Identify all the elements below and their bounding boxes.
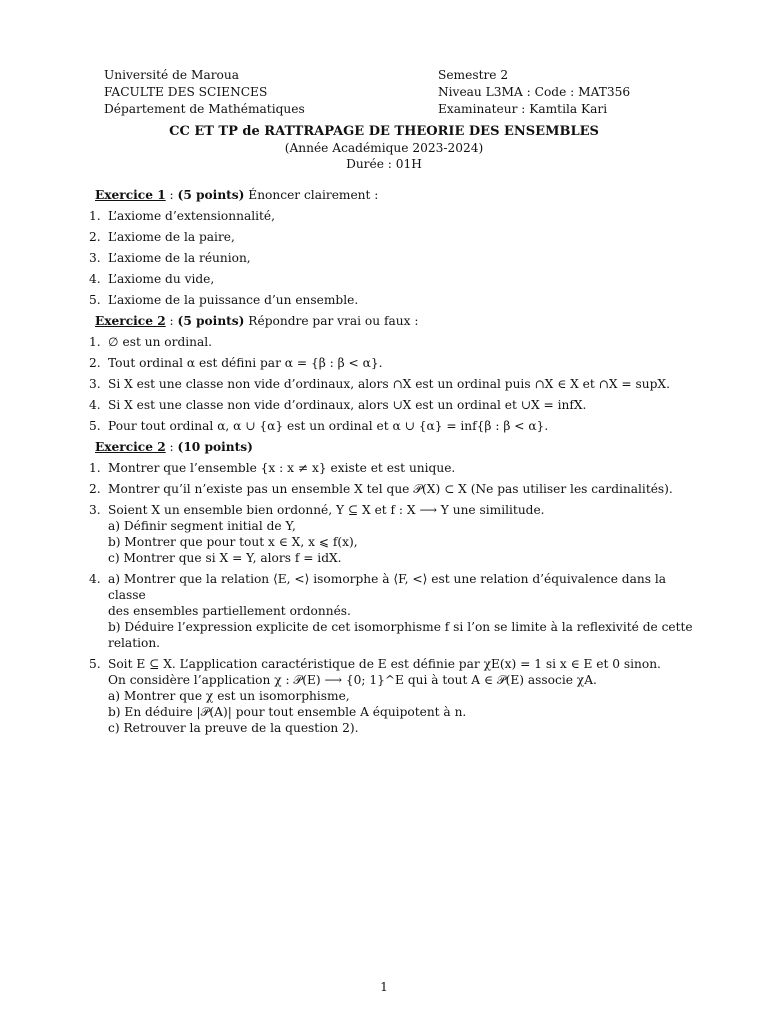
- question-item: [89, 292, 695, 308]
- exercise-separator: :: [165, 314, 178, 328]
- sub-question: c) Retrouver la preuve de la question 2).: [108, 721, 359, 735]
- question-body: [108, 502, 695, 566]
- question-text: L’axiome du vide,: [108, 272, 215, 286]
- exercise-header: [95, 187, 695, 203]
- question-item: [89, 208, 695, 224]
- question-number: 5.: [89, 293, 101, 307]
- level-code: Niveau L3MA : Code : MAT356: [438, 85, 631, 99]
- question-number: 4.: [89, 572, 101, 586]
- exercise-header: [95, 439, 695, 455]
- exercise-separator: :: [165, 188, 178, 202]
- question-number: 2.: [89, 482, 101, 496]
- sub-question: c) Montrer que si X = Y, alors f = idX.: [108, 551, 342, 565]
- question-number: 1.: [89, 335, 101, 349]
- question-number: 5.: [89, 419, 101, 433]
- question-number: 3.: [89, 503, 101, 517]
- question-item: [89, 418, 695, 434]
- question-item: [89, 571, 695, 651]
- exercise-separator: :: [165, 440, 178, 454]
- question-item: [89, 656, 695, 736]
- question-item: [89, 502, 695, 566]
- department-name: Département de Mathématiques: [104, 102, 305, 116]
- question-text: L’axiome d’extensionnalité,: [108, 209, 276, 223]
- title-block: [0, 124, 768, 172]
- question-text: On considère l’application χ : 𝒫(E) ⟶ {0; 1}^E qui à tout A ∈ 𝒫(E) associe χA.: [108, 673, 597, 687]
- question-text: relation.: [108, 636, 161, 650]
- question-text: Si X est une classe non vide d’ordinaux, alors ∩X est un ordinal puis ∩X ∈ X et ∩X = supX.: [108, 377, 670, 391]
- sub-question: a) Montrer que χ est un isomorphisme,: [108, 689, 350, 703]
- exercise-points: (5 points): [177, 188, 245, 202]
- question-text: Soient X un ensemble bien ordonné, Y ⊆ X et f : X ⟶ Y une similitude.: [108, 503, 545, 517]
- question-item: [89, 271, 695, 287]
- exercise-header: [95, 313, 695, 329]
- question-body: [108, 250, 695, 266]
- university-name: Université de Maroua: [104, 68, 239, 82]
- exercise-name: Exercice 2: [95, 440, 166, 454]
- exercise-questions: [89, 208, 695, 308]
- question-text: ∅ est un ordinal.: [108, 335, 213, 349]
- semester: Semestre 2: [438, 68, 509, 82]
- question-number: 5.: [89, 657, 101, 671]
- question-item: [89, 334, 695, 350]
- question-item: [89, 460, 695, 476]
- academic-year: (Année Académique 2023-2024): [284, 141, 484, 155]
- question-text: des ensembles partiellement ordonnés.: [108, 604, 351, 618]
- question-text: a) Montrer que la relation ⟨E, <⟩ isomorphe à ⟨F, <⟩ est une relation d’équivalence dans la classe: [108, 572, 667, 602]
- question-body: [108, 271, 695, 287]
- duration: Durée : 01H: [346, 157, 422, 171]
- question-number: 1.: [89, 209, 101, 223]
- question-number: 3.: [89, 377, 101, 391]
- question-item: [89, 355, 695, 371]
- sub-question: b) Montrer que pour tout x ∈ X, x ⩽ f(x),: [108, 535, 358, 549]
- question-number: 1.: [89, 461, 101, 475]
- question-number: 4.: [89, 272, 101, 286]
- question-item: [89, 229, 695, 245]
- question-number: 3.: [89, 251, 101, 265]
- question-body: [108, 481, 695, 497]
- page-number: 1: [380, 980, 388, 994]
- question-text: Montrer qu’il n’existe pas un ensemble X tel que 𝒫(X) ⊂ X (Ne pas utiliser les cardinalités).: [108, 482, 673, 496]
- question-text: Montrer que l’ensemble {x : x ≠ x} existe et est unique.: [108, 461, 456, 475]
- question-text: Pour tout ordinal α, α ∪ {α} est un ordinal et α ∪ {α} = inf{β : β < α}.: [108, 419, 549, 433]
- question-body: [108, 229, 695, 245]
- question-text: b) Déduire l’expression explicite de cet isomorphisme f si l’on se limite à la reflexivité de cette: [108, 620, 693, 634]
- question-number: 4.: [89, 398, 101, 412]
- question-body: [108, 292, 695, 308]
- question-text: Si X est une classe non vide d’ordinaux, alors ∪X est un ordinal et ∪X = infX.: [108, 398, 587, 412]
- examiner: Examinateur : Kamtila Kari: [438, 102, 608, 116]
- question-text: L’axiome de la réunion,: [108, 251, 251, 265]
- question-item: [89, 376, 695, 392]
- exercise-instruction: Répondre par vrai ou faux :: [244, 314, 419, 328]
- exercise-name: Exercice 1: [95, 188, 166, 202]
- exam-title: CC ET TP de RATTRAPAGE DE THEORIE DES ENSEMBLES: [169, 124, 599, 139]
- question-body: [108, 656, 695, 736]
- exercise-questions: [89, 460, 695, 736]
- header-right: [438, 67, 630, 118]
- question-number: 2.: [89, 230, 101, 244]
- exercise-name: Exercice 2: [95, 314, 166, 328]
- question-body: [108, 397, 695, 413]
- faculty-name: FACULTE DES SCIENCES: [104, 85, 268, 99]
- exercise-points: (5 points): [177, 314, 245, 328]
- question-body: [108, 376, 695, 392]
- question-body: [108, 334, 695, 350]
- question-number: 2.: [89, 356, 101, 370]
- question-text: L’axiome de la puissance d’un ensemble.: [108, 293, 359, 307]
- question-body: [108, 418, 695, 434]
- question-text: Soit E ⊆ X. L’application caractéristique de E est définie par χE(x) = 1 si x ∈ E et 0 sinon.: [108, 657, 661, 671]
- question-item: [89, 397, 695, 413]
- sub-question: b) En déduire |𝒫(A)| pour tout ensemble A équipotent à n.: [108, 705, 467, 719]
- exercise-content: [89, 187, 695, 741]
- question-item: [89, 250, 695, 266]
- question-body: [108, 460, 695, 476]
- question-text: Tout ordinal α est défini par α = {β : β < α}.: [108, 356, 383, 370]
- question-body: [108, 208, 695, 224]
- question-body: [108, 571, 695, 651]
- sub-question: a) Définir segment initial de Y,: [108, 519, 296, 533]
- question-text: L’axiome de la paire,: [108, 230, 235, 244]
- question-body: [108, 355, 695, 371]
- exercise-instruction: Énoncer clairement :: [244, 188, 379, 202]
- exercise-points: (10 points): [177, 440, 253, 454]
- header-left: [104, 67, 305, 118]
- exercise-questions: [89, 334, 695, 434]
- question-item: [89, 481, 695, 497]
